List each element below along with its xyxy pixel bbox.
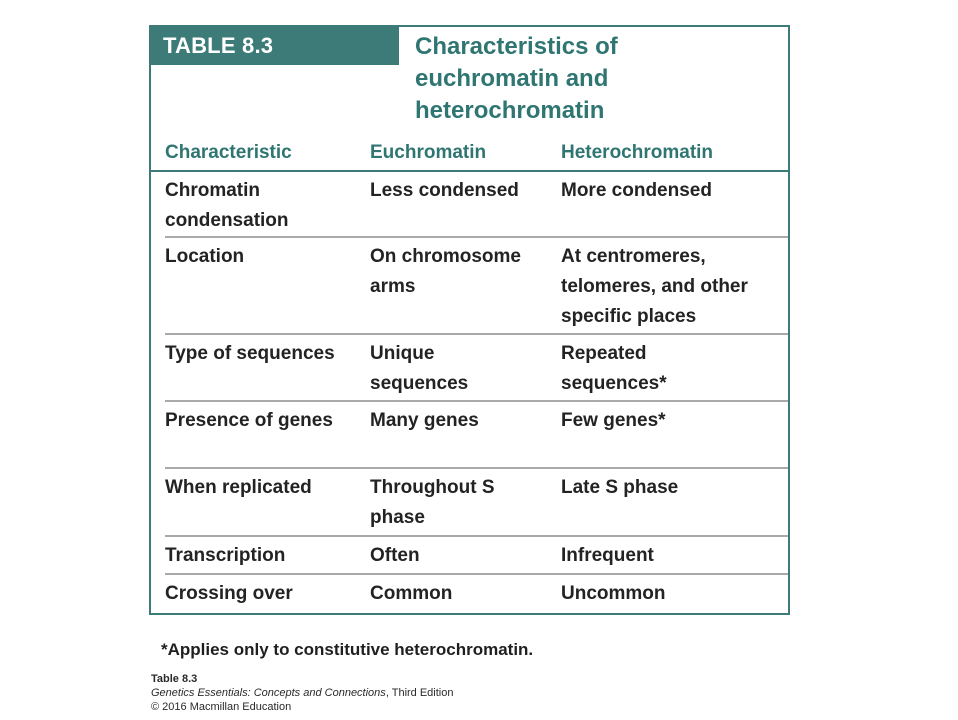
cell-heterochromatin: Repeated sequences* [561, 343, 667, 394]
cell-euchromatin: On chromosome arms [370, 246, 521, 297]
cell-euchromatin: Unique sequences [370, 343, 469, 394]
cell-heterochromatin: Infrequent [561, 545, 654, 566]
cell-euchromatin: Throughout S phase [370, 477, 495, 528]
cell-heterochromatin: At centromeres, telomeres, and other specific places [561, 246, 748, 327]
cell-characteristic: When replicated [165, 477, 312, 498]
table-footnote: *Applies only to constitutive heterochromatin. [161, 640, 534, 659]
header-characteristic: Characteristic [165, 142, 292, 163]
cell-characteristic: Presence of genes [165, 410, 333, 431]
cell-euchromatin: Less condensed [370, 180, 519, 201]
table-row [151, 172, 788, 236]
table-header-row [151, 140, 788, 170]
cell-characteristic: Type of sequences [165, 343, 335, 364]
credit-book-title: Genetics Essentials: Concepts and Connections [151, 687, 386, 699]
credit-book-line [151, 686, 453, 700]
cell-heterochromatin: More condensed [561, 180, 712, 201]
table-row [151, 335, 788, 401]
cell-characteristic: Crossing over [165, 583, 293, 604]
source-credit [151, 672, 453, 714]
table-title: Characteristics of euchromatin and heterochromatin [415, 33, 618, 124]
cell-characteristic: Location [165, 246, 245, 267]
table-row [151, 537, 788, 573]
cell-heterochromatin: Uncommon [561, 583, 666, 604]
cell-heterochromatin: Few genes* [561, 410, 666, 431]
table-row [151, 575, 788, 613]
table-row [151, 238, 788, 334]
cell-characteristic: Chromatin condensation [165, 180, 289, 231]
cell-euchromatin: Common [370, 583, 453, 604]
header-heterochromatin: Heterochromatin [561, 142, 714, 163]
cell-euchromatin: Often [370, 545, 420, 566]
credit-copyright: © 2016 Macmillan Education [151, 701, 292, 713]
table-row [151, 402, 788, 468]
cell-euchromatin: Many genes [370, 410, 479, 431]
credit-edition: , Third Edition [385, 687, 454, 699]
credit-table-number: Table 8.3 [151, 673, 198, 685]
data-table [149, 25, 790, 615]
cell-heterochromatin: Late S phase [561, 477, 679, 498]
header-euchromatin: Euchromatin [370, 142, 487, 163]
table-label: TABLE 8.3 [151, 27, 399, 65]
cell-characteristic: Transcription [165, 545, 286, 566]
table-row [151, 469, 788, 535]
